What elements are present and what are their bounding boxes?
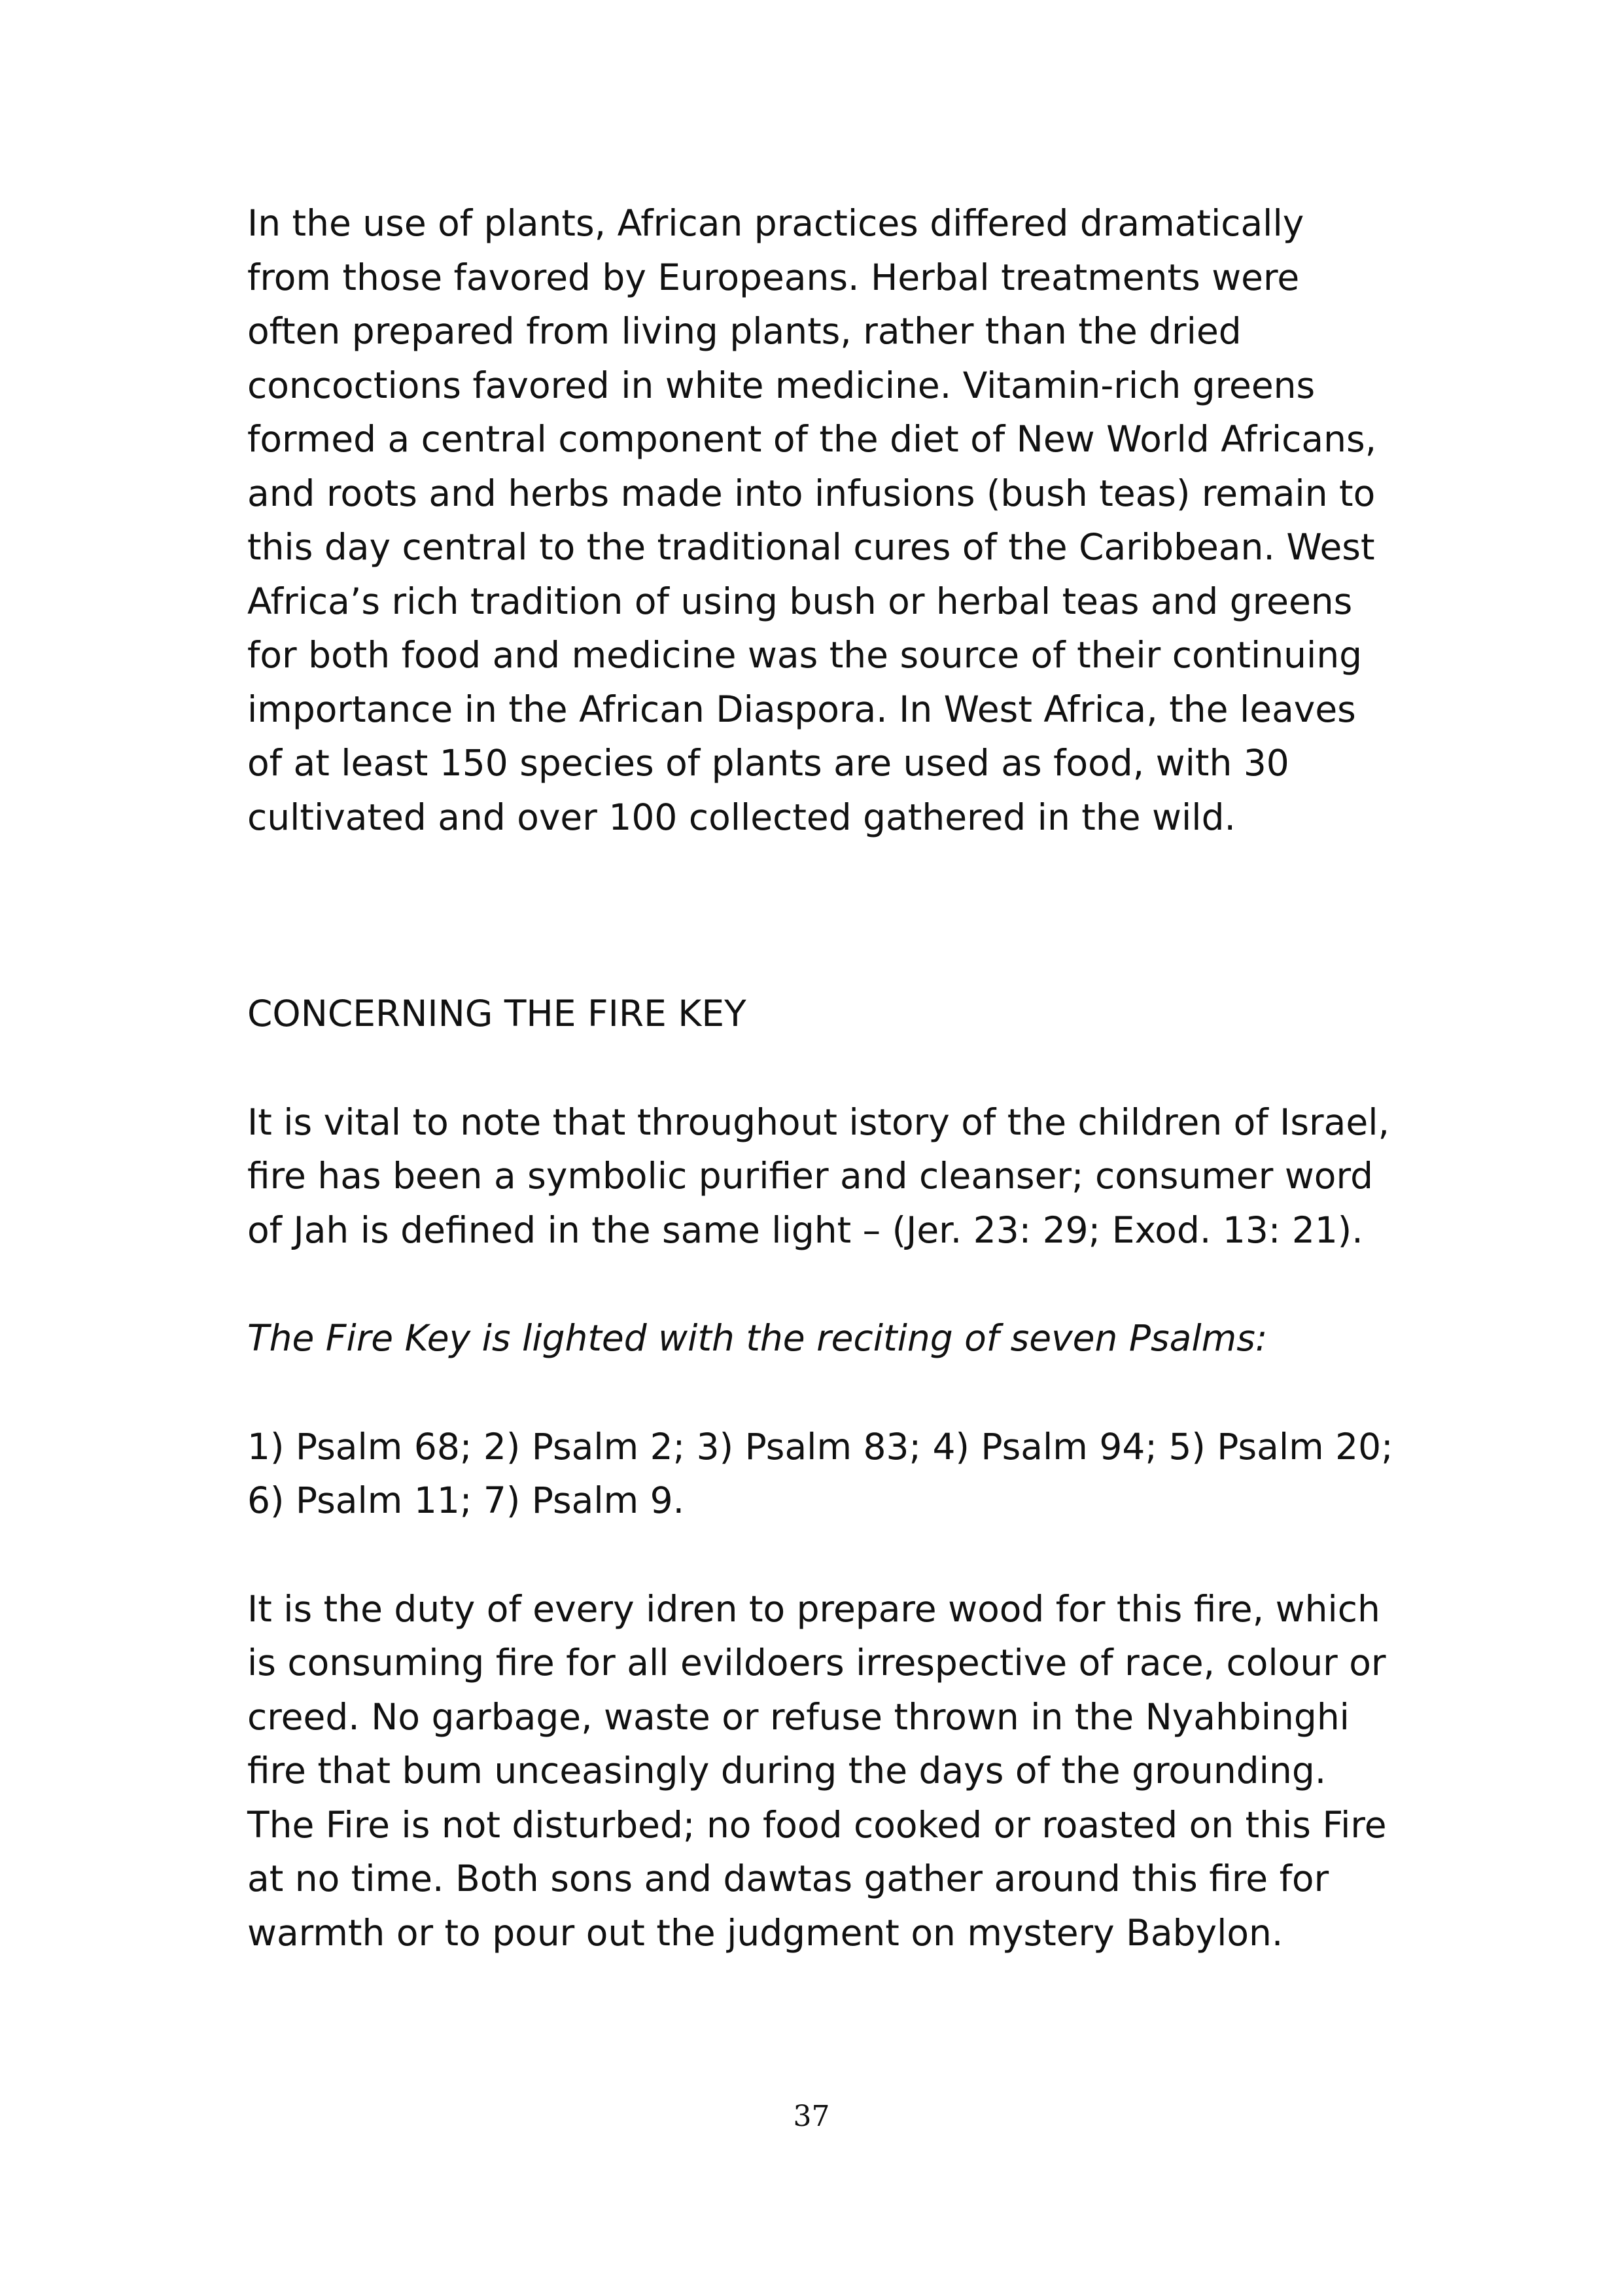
paragraph-plants: In the use of plants, African practices differed dramatically from those favored by Europeans. Herbal treatments were often prepared from living plants, rather than the dried concoctions favored in white medicine. Vitamin-rich greens formed a central component of the diet of New World Africans, and roots and herbs made into infusions (bush teas) remain to this day central to the traditional cures of the Caribbean. West Africa’s rich tradition of using bush or herbal teas and greens for both food and medicine was the source of their continuing importance in the African Diaspora. In West Africa, the leaves of at least 150 species of plants are used as food, with 30 cultivated and over 100 collected gathered in the wild. — [247, 202, 1377, 838]
italic-psalms-intro: The Fire Key is lighted with the reciting of seven Psalms: — [247, 1317, 1268, 1359]
section-heading: CONCERNING THE FIRE KEY — [247, 993, 746, 1034]
page-content — [247, 196, 1399, 1960]
psalm-list: 1) Psalm 68; 2) Psalm 2; 3) Psalm 83; 4) Psalm 94; 5) Psalm 20; 6) Psalm 11; 7) Psalm 9. — [247, 1425, 1393, 1521]
page-number: 37 — [793, 2100, 830, 2133]
paragraph-fire-duty: It is the duty of every idren to prepare wood for this fire, which is consuming fire for all evildoers irrespective of race, colour or creed. No garbage, waste or refuse thrown in the Nyahbinghi fire that bum unceasingly during the days of the grounding. The Fire is not disturbed; no food cooked or roasted on this Fire at no time. Both sons and dawtas gather around this fire for warmth or to pour out the judgment on mystery Babylon. — [247, 1587, 1387, 1954]
paragraph-fire-purifier: It is vital to note that throughout istory of the children of Israel, fire has been a symbolic purifier and cleanser; consumer word of Jah is defined in the same light – (Jer. 23: 29; Exod. 13: 21). — [247, 1101, 1389, 1251]
